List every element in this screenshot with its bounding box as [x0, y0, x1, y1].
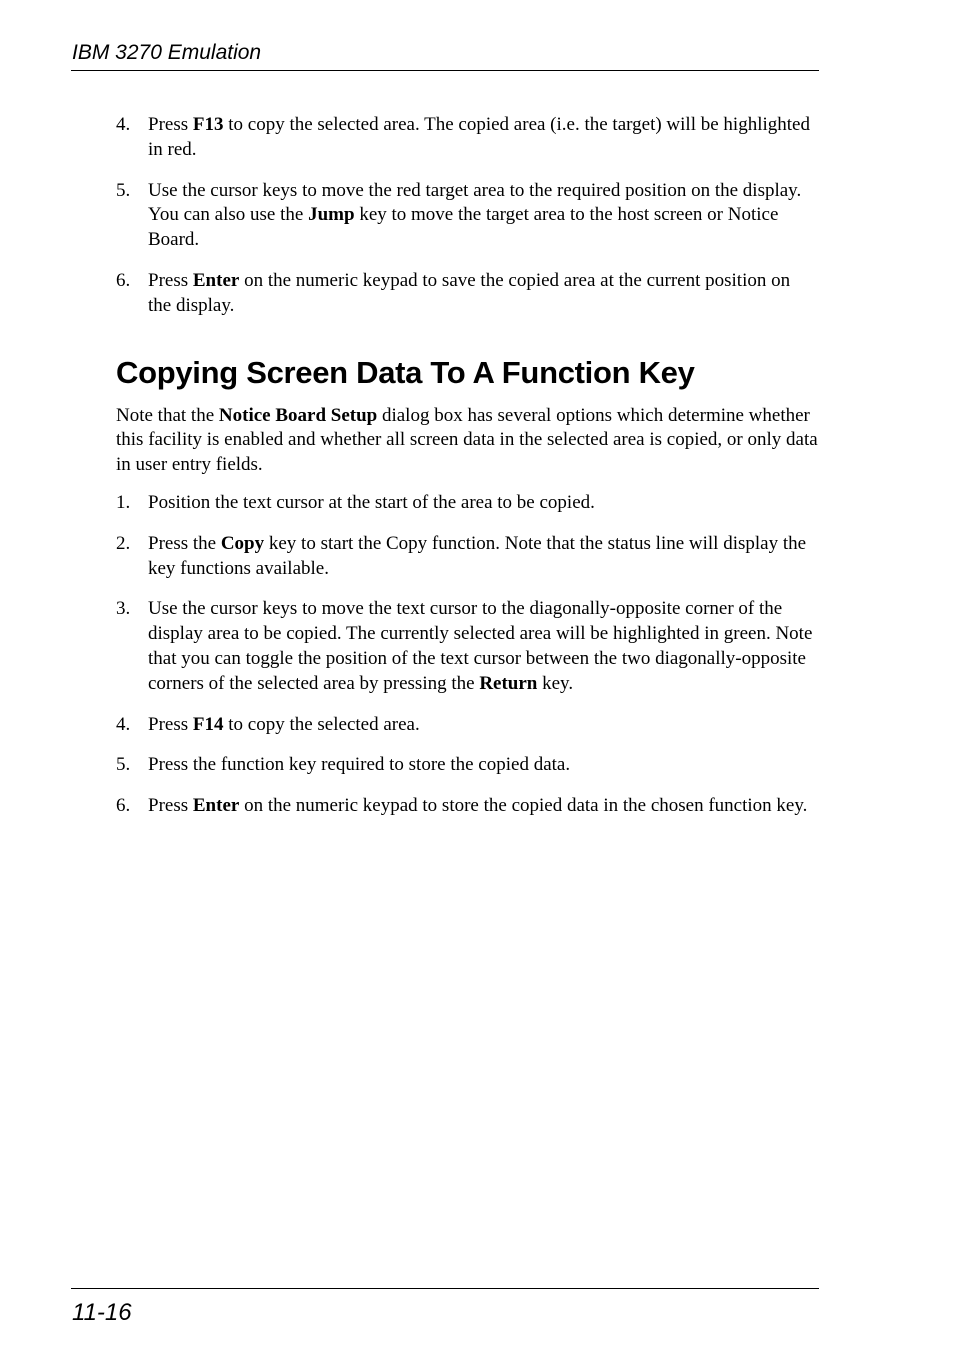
step-number: 4.	[116, 114, 131, 135]
header-rule	[71, 70, 819, 71]
section-heading: Copying Screen Data To A Function Key	[116, 354, 695, 390]
step-number: 5.	[116, 754, 131, 776]
running-header-title: IBM 3270 Emulation	[72, 41, 262, 64]
step-number: 6.	[116, 795, 131, 817]
list-item: 4. Press F14 to copy the selected area.	[116, 713, 818, 738]
footer-rule	[71, 1288, 819, 1289]
key-name: F13	[192, 114, 224, 135]
section-steps-list	[116, 491, 818, 819]
step-number: 4.	[116, 713, 131, 735]
page-content	[116, 113, 818, 835]
step-number: 3.	[116, 598, 131, 620]
step-number: 1.	[116, 491, 131, 513]
list-item: 5. Press the function key required to store the copied data.	[116, 753, 818, 778]
list-item: 2. Press the Copy key to start the Copy function. Note that the status line will display the key functions available.	[116, 532, 807, 579]
list-item: 6. Press Enter on the numeric keypad to save the copied area at the current position on the display.	[116, 269, 791, 316]
key-name: Return	[479, 672, 538, 694]
step-number: 6.	[116, 269, 131, 291]
continued-steps-list	[116, 113, 818, 319]
step-number: 2.	[116, 532, 131, 554]
key-name: Jump	[308, 204, 355, 226]
list-item: 6. Press Enter on the numeric keypad to store the copied data in the chosen function key.	[116, 794, 818, 819]
key-name: Copy	[220, 532, 265, 554]
key-name: Enter	[192, 795, 240, 817]
list-item: 5. Use the cursor keys to move the red target area to the required position on the display. You can also use the Jump key to move the target area to the host screen or Notice Board.	[116, 179, 802, 251]
list-item: 1. Position the text cursor at the start of the area to be copied.	[116, 491, 818, 516]
key-name: Enter	[192, 269, 240, 291]
key-name: F14	[192, 713, 224, 735]
section-intro-paragraph: Note that the Notice Board Setup dialog box has several options which determine whether this facility is enabled and whether all screen data in the selected area is copied, or only data in user entry fields.	[116, 404, 818, 476]
list-item: 3. Use the cursor keys to move the text cursor to the diagonally-opposite corner of the display area to be copied. The currently selected area will be highlighted in green. Note that you can toggle the position of the text cursor between the two diagonally-opposite corners of the selected area by pressing the Return key.	[116, 598, 813, 694]
page-number: 11-16	[72, 1299, 132, 1326]
step-number: 5.	[116, 179, 131, 201]
dialog-name: Notice Board Setup	[218, 404, 378, 426]
list-item: 4. Press F13 to copy the selected area. The copied area (i.e. the target) will be highlighted in red.	[116, 114, 810, 160]
